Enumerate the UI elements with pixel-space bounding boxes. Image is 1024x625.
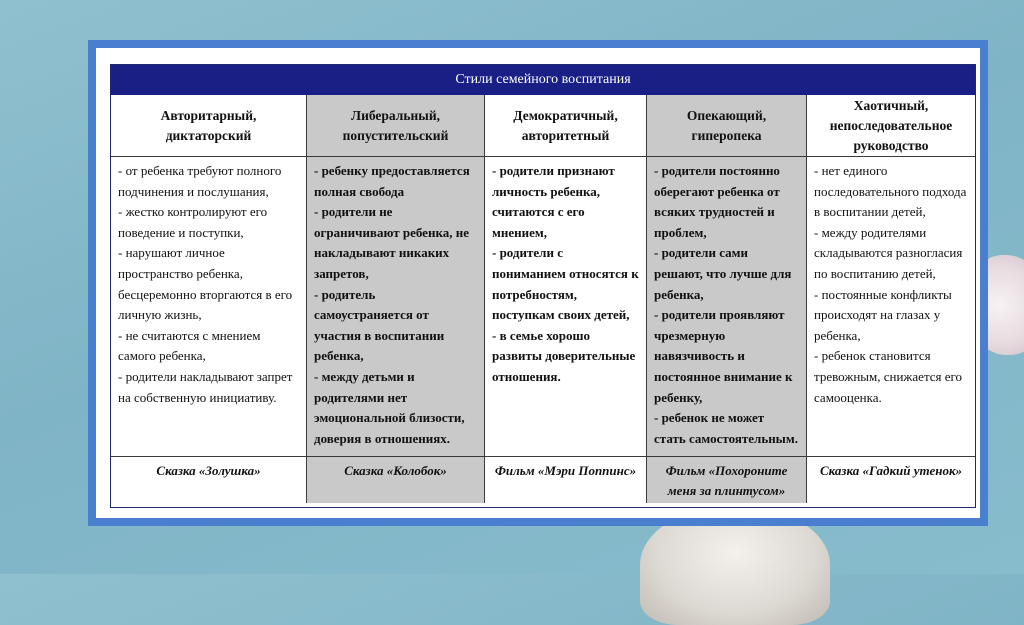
header-chaotic: Хаотичный, непоследовательное руководство [807,95,975,157]
slide-frame [88,40,988,526]
example-authoritarian: Сказка «Золушка» [111,457,307,503]
description-democratic: - родители признают личность ребенка, считаются с его мнением, - родители с пониманием относятся к потребностям, поступкам своих детей, - в семье хорошо развиты доверительные отношения. [485,157,647,457]
description-chaotic: - нет единого последовательного подхода в воспитании детей, - между родителями складываются разногласия по воспитанию детей, - постоянные конфликты происходят на глазах у ребенка, - ребенок становится тревожным, снижается его самооценка. [807,157,975,457]
slide-card [96,48,980,518]
example-chaotic: Сказка «Гадкий утенок» [819,463,963,478]
header-liberal: Либеральный, попустительский [307,95,485,157]
header-authoritarian: Авторитарный, диктаторский [111,95,307,157]
example-democratic: Фильм «Мэри Поппинс» [485,457,647,503]
header-democratic: Демократичный, авторитетный [485,95,647,157]
description-authoritarian: - от ребенка требуют полного подчинения и послушания, - жестко контролируют его поведение и поступки, - нарушают личное пространство ребенка, бесцеремонно вторгаются в его личную жизнь, - не считаются с мнением самого ребенка, - родители накладывают запрет на собственную инициативу. [111,157,307,457]
example-overprotective: Фильм «Похороните меня за плинтусом» [647,457,807,503]
description-liberal: - ребенку предоставляется полная свобода - родители не ограничивают ребенка, не накладывают никаких запретов, - родитель самоустраняется от участия в воспитании ребенка, - между детьми и родителями нет эмоциональной близости, доверия в отношениях. [307,157,485,457]
parenting-styles-table [110,64,976,508]
example-row [111,457,975,503]
description-overprotective: - родители постоянно оберегают ребенка от всяких трудностей и проблем, - родители сами решают, что лучше для ребенка, - родители проявляют чрезмерную навязчивость и постоянное внимание к ребенку, - ребенок не может стать самостоятельным. [647,157,807,457]
example-liberal: Сказка «Колобок» [307,457,485,503]
header-overprotective: Опекающий, гиперопека [647,95,807,157]
description-row [111,157,975,457]
header-row [111,95,975,157]
table-title: Стили семейного воспитания [111,65,975,95]
